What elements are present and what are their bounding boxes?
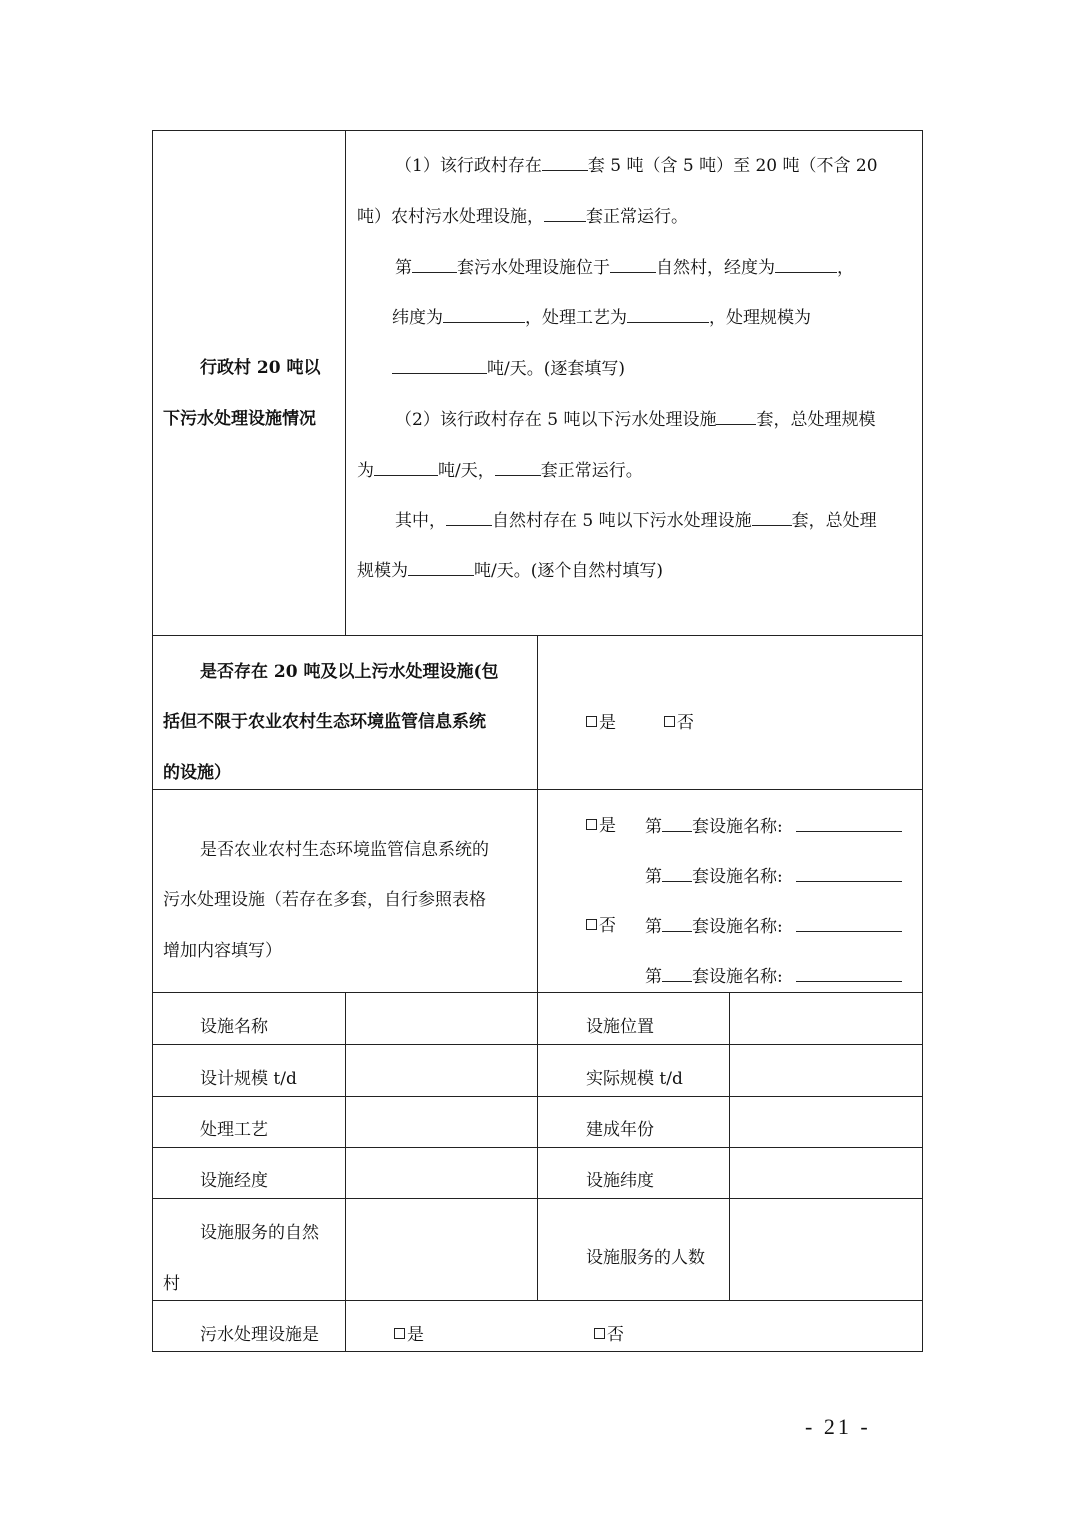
field-label-facility-location: 设施位置 — [586, 1017, 654, 1037]
blank-field[interactable] — [610, 255, 656, 273]
blank-field[interactable] — [775, 255, 837, 273]
blank-field[interactable] — [662, 964, 692, 982]
section2-question-line1: 是否存在 20 吨及以上污水处理设施(包 — [200, 662, 499, 682]
blank-field[interactable] — [627, 305, 709, 323]
text: 套，总处理 — [791, 511, 877, 531]
section2-question-line3: 的设施） — [163, 763, 231, 783]
text: 吨/天， — [438, 461, 495, 481]
field-label-served-village-line2: 村 — [163, 1274, 180, 1294]
text: 套设施名称: — [692, 867, 783, 887]
field-label-facility-is: 污水处理设施是 — [200, 1325, 319, 1345]
section1-para6 — [357, 458, 643, 483]
blank-field[interactable] — [662, 864, 692, 882]
section3-yes-option[interactable] — [586, 814, 616, 838]
text: （1）该行政村存在 — [395, 156, 542, 176]
field-label-design-scale: 设计规模 t/d — [200, 1069, 297, 1089]
blank-field[interactable] — [716, 407, 756, 425]
text: 套设施名称: — [692, 917, 783, 937]
row-divider — [152, 1300, 923, 1301]
option-label: 否 — [599, 916, 616, 936]
blank-field[interactable] — [796, 864, 902, 882]
checkbox[interactable] — [586, 819, 597, 830]
field-label-latitude: 设施纬度 — [586, 1171, 654, 1191]
text: 套，总处理规模 — [756, 410, 876, 430]
facility-name-line — [645, 914, 902, 939]
section1-para8 — [357, 558, 663, 583]
section1-para2 — [395, 255, 854, 280]
blank-field[interactable] — [374, 458, 438, 476]
text: 自然村存在 5 吨以下污水处理设施 — [492, 511, 752, 531]
text: （2）该行政村存在 5 吨以下污水处理设施 — [395, 410, 717, 430]
facility-name-line — [645, 864, 902, 889]
text: 套设施名称: — [692, 817, 783, 837]
text: ，处理规模为 — [709, 308, 811, 328]
field-label-served-village-line1: 设施服务的自然 — [200, 1223, 319, 1243]
text: 第 — [645, 867, 662, 887]
checkbox[interactable] — [586, 919, 597, 930]
section2-yes-option[interactable] — [586, 711, 616, 735]
text: 其中， — [395, 511, 446, 531]
section1-para5 — [395, 407, 875, 432]
blank-field[interactable] — [408, 558, 474, 576]
blank-field[interactable] — [796, 914, 902, 932]
table-border — [152, 130, 153, 1352]
last-row-no-option[interactable] — [594, 1323, 624, 1347]
blank-field[interactable] — [446, 508, 492, 526]
col-divider — [729, 992, 730, 1300]
option-label: 是 — [599, 713, 616, 733]
blank-field[interactable] — [542, 153, 588, 171]
blank-field[interactable] — [662, 914, 692, 932]
section3-question-line1: 是否农业农村生态环境监管信息系统的 — [200, 840, 489, 860]
table-border — [922, 130, 923, 1352]
option-label: 否 — [607, 1325, 624, 1345]
text: 套正常运行。 — [586, 207, 688, 227]
text: 套污水处理设施位于 — [457, 258, 610, 278]
text: 套 5 吨（含 5 吨）至 20 吨（不含 20 — [587, 156, 878, 176]
col-divider — [537, 635, 538, 1300]
page-number: - 21 - — [805, 1414, 871, 1439]
text: 吨）农村污水处理设施， — [357, 207, 544, 227]
blank-field[interactable] — [752, 508, 792, 526]
checkbox[interactable] — [664, 716, 675, 727]
blank-field[interactable] — [662, 814, 692, 832]
text: 自然村，经度为 — [656, 258, 775, 278]
facility-name-line — [645, 964, 902, 989]
option-label: 否 — [677, 713, 694, 733]
facility-name-line — [645, 814, 902, 839]
text: 第 — [645, 917, 662, 937]
field-label-build-year: 建成年份 — [586, 1120, 654, 1140]
section1-para1-line1 — [395, 153, 878, 178]
text: 第 — [395, 258, 412, 278]
section1-label-line1: 行政村 20 吨以 — [200, 358, 321, 378]
section1-para3 — [392, 305, 811, 330]
blank-field[interactable] — [412, 255, 457, 273]
section2-question-line2: 括但不限于农业农村生态环境监管信息系统 — [163, 712, 486, 732]
section3-no-option[interactable] — [586, 914, 616, 938]
table-border — [152, 130, 923, 131]
section3-question-line2: 污水处理设施（若存在多套，自行参照表格 — [163, 890, 486, 910]
text: 吨/天。(逐个自然村填写) — [474, 561, 663, 581]
option-label: 是 — [599, 816, 616, 836]
text: ，处理工艺为 — [525, 308, 627, 328]
section1-label-line2: 下污水处理设施情况 — [163, 409, 316, 429]
blank-field[interactable] — [443, 305, 525, 323]
field-label-facility-name: 设施名称 — [200, 1017, 268, 1037]
text: 第 — [645, 967, 662, 987]
section1-para1-line2 — [357, 204, 688, 229]
col-divider — [345, 130, 346, 635]
blank-field[interactable] — [796, 964, 902, 982]
field-label-served-population: 设施服务的人数 — [586, 1248, 705, 1268]
field-label-longitude: 设施经度 — [200, 1171, 268, 1191]
blank-field[interactable] — [544, 204, 586, 222]
col-divider — [345, 992, 346, 1352]
section2-no-option[interactable] — [664, 711, 694, 735]
blank-field[interactable] — [495, 458, 541, 476]
blank-field[interactable] — [796, 814, 902, 832]
checkbox[interactable] — [586, 716, 597, 727]
text: 为 — [357, 461, 374, 481]
blank-field[interactable] — [392, 356, 487, 374]
field-label-actual-scale: 实际规模 t/d — [586, 1069, 683, 1089]
section1-para7 — [395, 508, 877, 533]
table-border — [152, 1351, 923, 1352]
section3-question-line3: 增加内容填写） — [163, 941, 282, 961]
last-row-yes-option[interactable] — [394, 1323, 424, 1347]
field-label-process: 处理工艺 — [200, 1120, 268, 1140]
text: 吨/天。(逐套填写) — [487, 359, 625, 379]
text: ， — [837, 258, 854, 278]
checkbox[interactable] — [394, 1328, 405, 1339]
option-label: 是 — [407, 1325, 424, 1345]
text: 纬度为 — [392, 308, 443, 328]
text: 套设施名称: — [692, 967, 783, 987]
text: 第 — [645, 817, 662, 837]
section1-para4 — [392, 356, 625, 381]
checkbox[interactable] — [594, 1328, 605, 1339]
text: 规模为 — [357, 561, 408, 581]
text: 套正常运行。 — [540, 461, 643, 481]
